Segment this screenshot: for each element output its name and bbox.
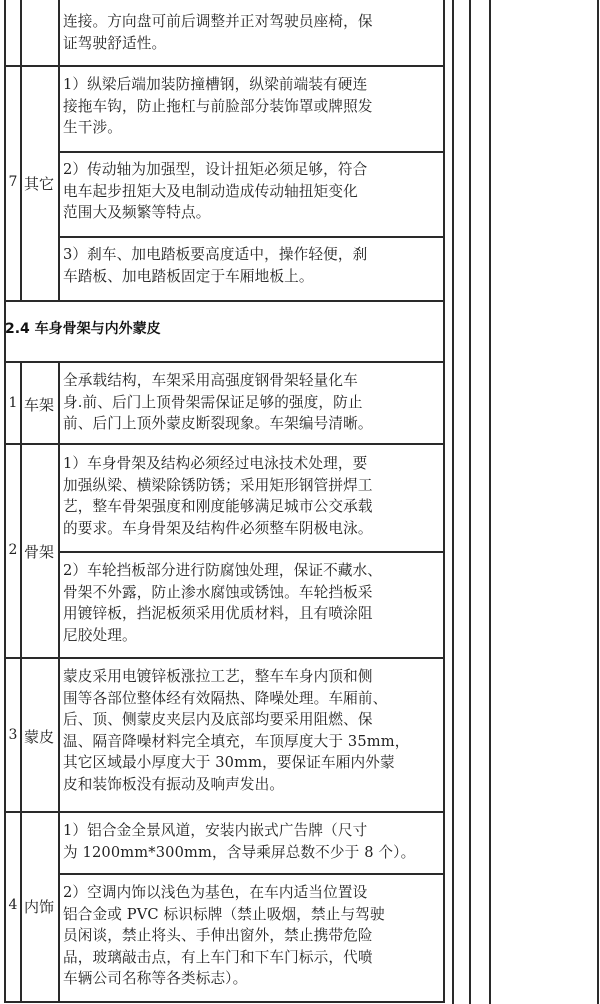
rule-cat-divider-upper [58, 0, 60, 301]
row2-number: 2 [8, 542, 18, 558]
rule-row2-item1 [58, 551, 444, 553]
row2-category: 骨架 [23, 543, 54, 561]
row2-item-1: 1）车身骨架及结构必须经过电泳技术处理，要 加强纵梁、横梁除锈防锈；采用矩形钢管拼焊工 艺，整车骨架强度和刚度能够满足城市公交承载 的要求。车身骨架及结构件必须整车阴极电泳。 [63, 455, 373, 537]
rule-col-c [489, 0, 491, 1004]
rule-col-b [469, 0, 471, 1004]
row3-number: 3 [8, 727, 18, 743]
rule-row4-item1 [58, 873, 444, 875]
rule-row7-item1 [58, 151, 444, 153]
rule-section-bottom [4, 361, 444, 363]
row4-item-2: 2）空调内饰以浅色为基色，在车内适当位置设 铝合金或 PVC 标识标牌（禁止吸烟，禁止与驾驶 员闲谈，禁止将头、手伸出窗外，禁止携带危险 品，玻璃敲击点，有上车门和下车门标示，代喷 车辆公司名称等各类标志）。 [63, 884, 385, 987]
row3-item-1: 蒙皮采用电镀锌板涨拉工艺，整车车身内顶和侧 围等各部位整体经有效隔热、降噪处理。车厢前、 后、顶、侧蒙皮夹层内及底部均要采用阻燃、保 温、隔音降噪材料完全填充，车顶厚度大于 35mm， 其它区域最小厚度大于 30mm，要保证车厢内外蒙 皮和装饰板没有振动及响声发出。 [63, 668, 410, 793]
rule-section-top [4, 300, 444, 302]
rule-row3-bottom [4, 811, 444, 813]
rule-row2-bottom [4, 657, 444, 659]
row7-item-2: 2）传动轴为加强型，设计扭矩必须足够，符合 电车起步扭矩大及电制动造成传动轴扭矩变化 范围大及频繁等特点。 [63, 161, 368, 221]
rule-bottom [4, 1001, 444, 1003]
rule-col-a [452, 0, 454, 1004]
rule-left-edge [4, 0, 6, 1003]
row4-number: 4 [8, 897, 18, 913]
row4-category: 内饰 [23, 898, 54, 916]
rule-col-d [597, 0, 599, 1004]
rule-num-divider-upper [20, 0, 22, 301]
rule-row1-bottom [4, 443, 444, 445]
row3-category: 蒙皮 [23, 728, 54, 746]
row1-item-1: 全承载结构，车架采用高强度钢骨架轻量化车 身.前、后门上顶骨架需保证足够的强度，防止 前、后门上顶外蒙皮断裂现象。车架编号清晰。 [63, 372, 373, 432]
row1-number: 1 [8, 395, 18, 411]
row4-item-1: 1）铝合金全景风道，安装内嵌式广告牌（尺寸 为 1200mm*300mm，含导乘屏总数不少于 8 个）。 [63, 822, 416, 861]
row7-item-3: 3）刹车、加电踏板要高度适中，操作轻便，刹 车踏板、加电踏板固定于车厢地板上。 [63, 246, 368, 285]
row7-tail-text: 连接。方向盘可前后调整并正对驾驶员座椅，保 证驾驶舒适性。 [63, 13, 373, 52]
row2-item-2: 2）车轮挡板部分进行防腐蚀处理，保证不藏水、 骨架不外露，防止渗水腐蚀或锈蚀。车轮挡板采 用镀锌板，挡泥板须采用优质材料，且有喷涂阻 尼胶处理。 [63, 562, 383, 644]
rule-row7-top [4, 65, 444, 67]
row7-number: 7 [8, 174, 18, 190]
row7-item-1: 1）纵梁后端加装防撞槽钢，纵梁前端装有硬连 接拖车钩，防止拖杠与前脸部分装饰罩或牌照发 生干涉。 [63, 76, 373, 136]
row7-category: 其它 [23, 175, 54, 193]
rule-content-right [443, 0, 445, 1003]
row1-category: 车架 [23, 396, 54, 414]
rule-row7-item2 [58, 236, 444, 238]
section-heading: 2.4 车身骨架与内外蒙皮 [5, 321, 161, 337]
